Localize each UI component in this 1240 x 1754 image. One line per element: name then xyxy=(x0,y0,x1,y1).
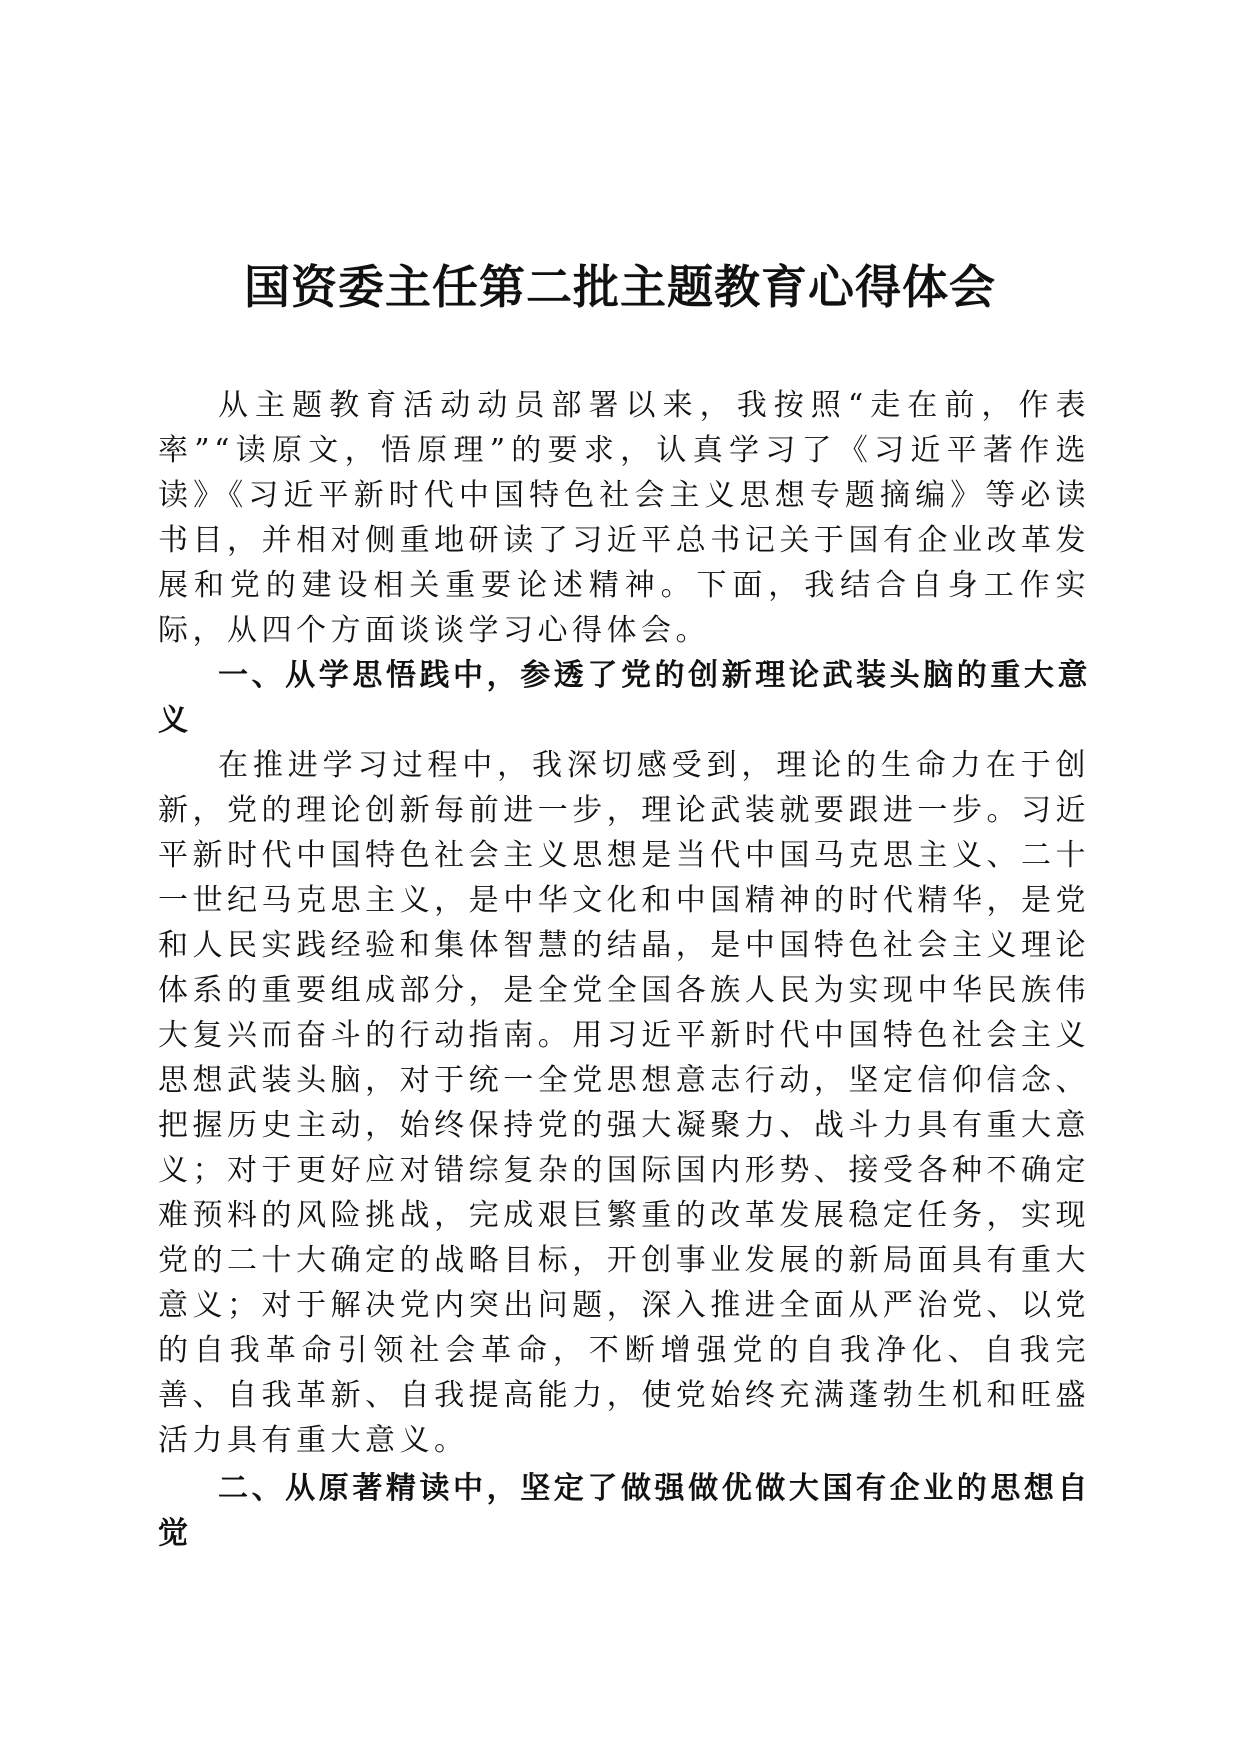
document-title: 国资委主任第二批主题教育心得体会 xyxy=(244,260,996,314)
section-1-paragraph: 在推进学习过程中，我深切感受到，理论的生命力在于创新，党的理论创新每前进一步，理论武装就要跟进一步。习近平新时代中国特色社会主义思想是当代中国马克思主义、二十一世纪马克思主义，是中华文化和中国精神的时代精华，是党和人民实践经验和集体智慧的结晶，是中国特色社会主义理论体系的重要组成部分，是全党全国各族人民为实现中华民族伟大复兴而奋斗的行动指南。用习近平新时代中国特色社会主义思想武装头脑，对于统一全党思想意志行动，坚定信仰信念、把握历史主动，始终保持党的强大凝聚力、战斗力具有重大意义；对于更好应对错综复杂的国际国内形势、接受各种不确定难预料的风险挑战，完成艰巨繁重的改革发展稳定任务，实现党的二十大确定的战略目标，开创事业发展的新局面具有重大意义；对于解决党内突出问题，深入推进全面从严治党、以党的自我革命引领社会革命，不断增强党的自我净化、自我完善、自我革新、自我提高能力，使党始终充满蓬勃生机和旺盛活力具有重大意义。 xyxy=(158,748,1090,1458)
section-heading-2: 二、从原著精读中，坚定了做强做优做大国有企业的思想自觉 xyxy=(158,1471,1090,1551)
document-body xyxy=(158,383,1090,1556)
intro-paragraph: 从主题教育活动动员部署以来，我按照“走在前，作表率”“读原文，悟原理”的要求，认真学习了《习近平著作选读》《习近平新时代中国特色社会主义思想专题摘编》等必读书目，并相对侧重地研读了习近平总书记关于国有企业改革发展和党的建设相关重要论述精神。下面，我结合自身工作实际，从四个方面谈谈学习心得体会。 xyxy=(158,388,1090,648)
section-heading-1: 一、从学思悟践中，参透了党的创新理论武装头脑的重大意义 xyxy=(158,658,1090,738)
